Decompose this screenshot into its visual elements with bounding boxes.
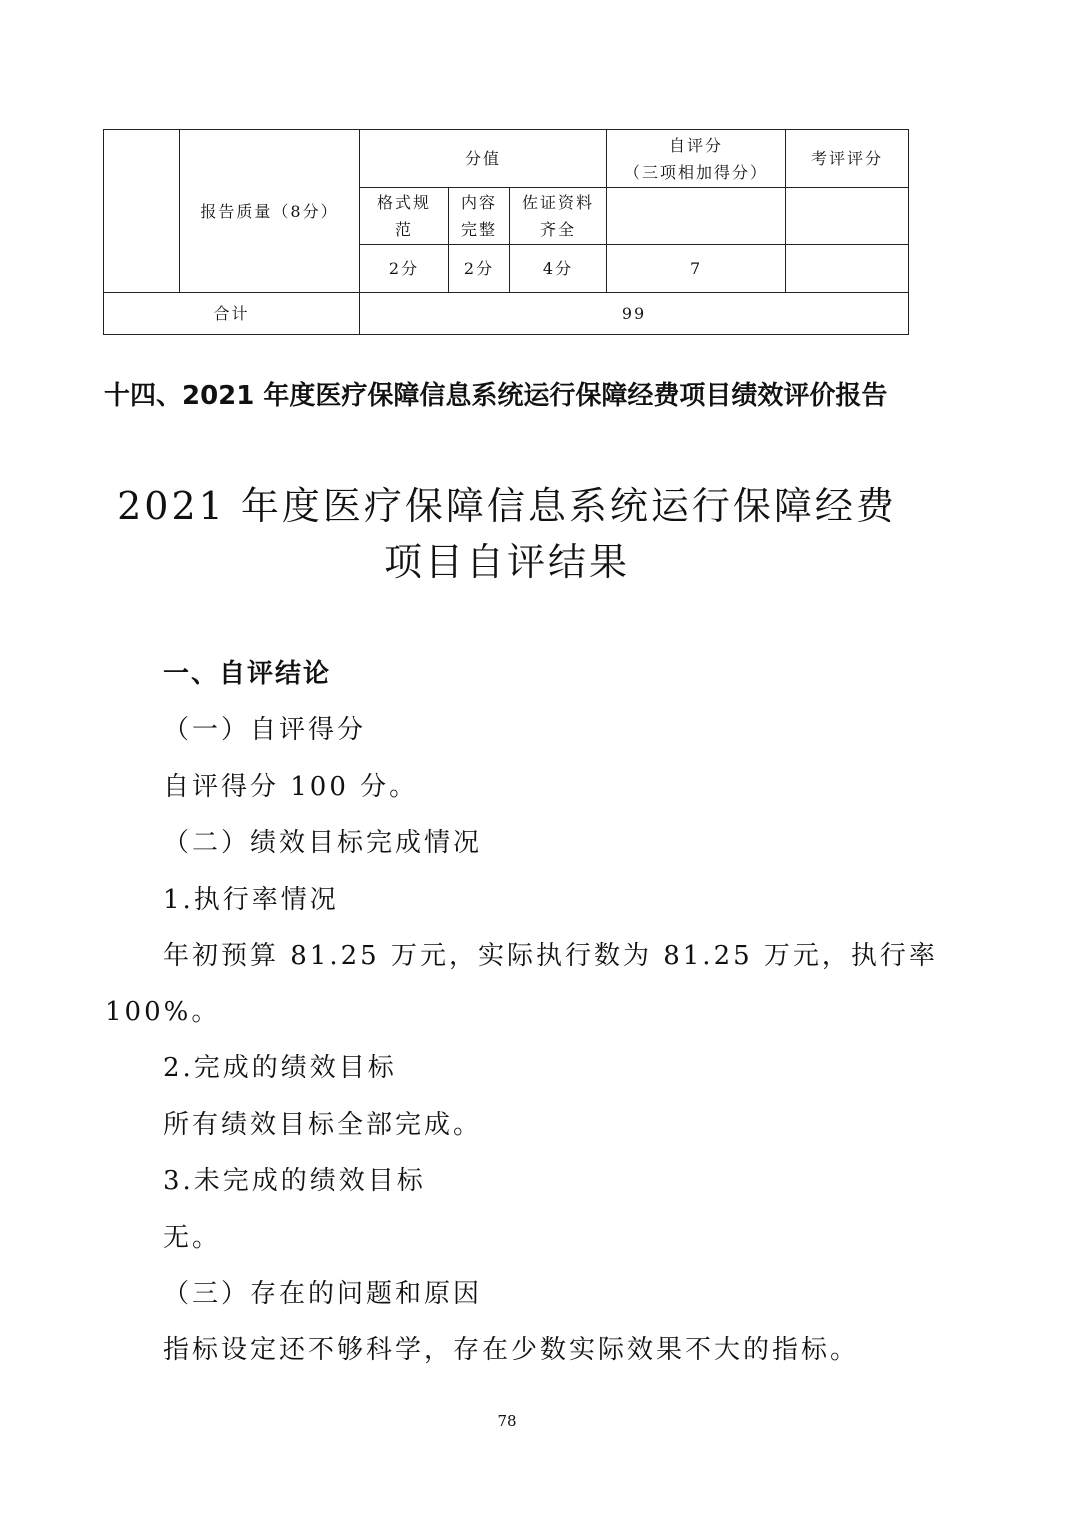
- paragraph-budget-line1: 年初预算 81.25 万元，实际执行数为 81.25 万元，执行率: [163, 941, 938, 971]
- subheading-self-score: （一）自评得分: [163, 715, 367, 745]
- table-row: [104, 293, 909, 335]
- document-title-line1: 2021 年度医疗保障信息系统运行保障经费: [117, 484, 897, 528]
- subheading-goal-completion: （二）绩效目标完成情况: [163, 828, 483, 858]
- score-header-cell: 分值: [360, 130, 607, 188]
- review-score-empty-cell: [786, 188, 909, 245]
- document-title: [0, 478, 1014, 590]
- page-number: 78: [497, 1412, 517, 1430]
- table-cell-blank: [104, 130, 180, 293]
- col-evidence-line2: 齐全: [540, 220, 577, 239]
- report-quality-cell: 报告质量（8分）: [180, 130, 360, 293]
- val-self-score-cell: 7: [607, 245, 786, 293]
- table-row: [104, 130, 909, 188]
- subheading-problems: （三）存在的问题和原因: [163, 1279, 483, 1309]
- paragraph-problems: 指标设定还不够科学，存在少数实际效果不大的指标。: [163, 1335, 860, 1365]
- val-content-cell: 2分: [449, 245, 510, 293]
- item-uncompleted-goals: 3.未完成的绩效目标: [163, 1166, 426, 1196]
- self-score-header-line1: 自评分: [669, 135, 724, 155]
- col-format-cell: [360, 188, 449, 245]
- col-content-line2: 完整: [460, 220, 497, 239]
- section-heading: 十四、2021 年度医疗保障信息系统运行保障经费项目绩效评价报告: [104, 381, 888, 411]
- val-review-score-cell: [786, 245, 909, 293]
- self-score-empty-cell: [607, 188, 786, 245]
- paragraph-uncompleted-goals: 无。: [163, 1223, 222, 1253]
- document-title-line2: 项目自评结果: [383, 540, 630, 584]
- self-score-header-line2: （三项相加得分）: [624, 162, 769, 182]
- col-content-cell: [449, 188, 510, 245]
- item-completed-goals: 2.完成的绩效目标: [163, 1053, 397, 1083]
- col-content-line1: 内容: [460, 193, 497, 212]
- paragraph-completed-goals: 所有绩效目标全部完成。: [163, 1110, 483, 1140]
- col-evidence-line1: 佐证资料: [522, 193, 595, 212]
- total-value-cell: 99: [360, 293, 909, 335]
- item-execution-rate: 1.执行率情况: [163, 885, 339, 915]
- val-format-cell: 2分: [360, 245, 449, 293]
- review-score-header-cell: 考评评分: [786, 130, 909, 188]
- val-evidence-cell: 4分: [510, 245, 607, 293]
- self-score-header-cell: [607, 130, 786, 188]
- paragraph-budget-line2: 100%。: [105, 997, 221, 1027]
- total-label-cell: 合计: [104, 293, 360, 335]
- score-table: [103, 129, 909, 335]
- col-format-line2: 范: [394, 220, 413, 239]
- heading-self-evaluation-conclusion: 一、自评结论: [163, 659, 332, 689]
- col-evidence-cell: [510, 188, 607, 245]
- col-format-line1: 格式规: [376, 193, 431, 212]
- paragraph-self-score: 自评得分 100 分。: [163, 772, 419, 802]
